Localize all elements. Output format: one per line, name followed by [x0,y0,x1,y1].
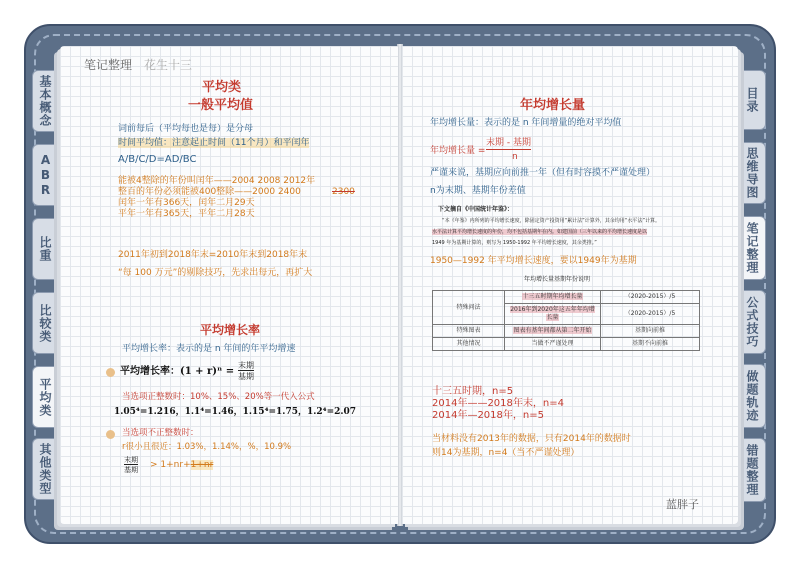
inequality-rhs [150,460,213,471]
tab-other-types[interactable]: 其他类型 [32,438,58,500]
growth-formula: 平均增长率：(1 + r)ⁿ = [120,366,235,377]
tab-abr[interactable]: ABR [32,144,58,206]
tab-contents[interactable]: 目录 [740,70,766,130]
note-line: 2014年——2018年末，n=4 [432,398,564,409]
inequality-numerator: 末期 [124,456,138,464]
integer-option-note: 当选项正整数时：10%、15%、20%等一代入公式 [122,392,315,402]
note-line: 十三五时期，n=5 [432,386,514,397]
note-line: 词前每后（平均每也是每）是分母 [118,124,254,134]
struck-text: 2300 [332,187,355,197]
table-cell [505,325,601,338]
tab-mistakes[interactable]: 错题整理 [740,438,766,502]
inequality-denominator: 基期 [124,466,138,474]
table-cell: （2020-2015）/5 [601,291,700,304]
note-line: 能被4整除的年份叫闰年——2004 2008 2012年 [118,176,316,186]
note-line: “每 100 万元”的剔除技巧，先求出每元，再扩大 [118,268,313,278]
section-subtitle: 一般平均值 [188,98,254,113]
excerpt-highlight: 水平法计算平均增长速度的年份，均不包括基期年在内。如建国前（三年以来的平均增长速度是以 [432,229,648,235]
page-header-author: 花生十三 [144,58,193,72]
table-row [433,325,700,338]
table-cell-text: 十三五时期年均增长量 [522,293,583,300]
base-year-table [432,290,700,351]
bullet-dot [106,430,115,439]
growth-rate-title: 平均增长率 [200,323,261,337]
tab-notes[interactable]: 笔记整理 [740,216,766,280]
table-cell: 基期不向前推 [601,338,700,351]
note-line [118,138,309,149]
table-cell: 特殊问法 [433,291,505,325]
table-cell-text: 2016年到2020年这五年年均增长量 [510,306,595,321]
left-page [60,46,398,524]
note-line: n为末期、基期年份差值 [430,186,526,196]
note-line: 闰年一年有366天，闰年二月29天 [118,198,255,208]
formula-denominator: n [512,152,518,162]
tab-mind-map[interactable]: 思维导图 [740,142,766,204]
table-cell [505,304,601,325]
tab-proportion[interactable]: 比重 [32,218,58,280]
note-line: 整百的年份必须能被400整除——2000 2400 [118,187,301,197]
note-line: 当材料没有2013年的数据，只有2014年的数据时 [432,434,631,444]
table-cell-text: 图表有基年间都从第二年开始 [513,327,592,334]
tab-basic-concepts[interactable]: 基本概念 [32,70,58,132]
formula-numerator: 末期 - 基期 [486,138,531,148]
growth-rate-definition: 平均增长率：表示的是 n 年间的年平均增速 [122,344,296,354]
excerpt-line: 1949 年为基期计算的，则写为 1950-1992 年平均增长速度，其余类推。” [432,240,597,246]
note-line: 2011年初到2018年末=2010年末到2018年末 [118,250,308,260]
note-line: 则14为基期，n=4（当不严谨处理） [432,448,580,458]
note-line: A/B/C/D=AD/BC [118,154,197,165]
table-row [433,338,700,351]
page-title: 平均类 [202,80,242,95]
page-header: 笔记整理 [84,58,133,72]
small-r-note: r很小且很近：1.03%，1.14%，%，10.9% [122,442,292,452]
tab-average[interactable]: 平均类 [32,366,58,428]
excerpt-line [432,229,647,236]
tab-formula-tips[interactable]: 公式技巧 [740,290,766,354]
excerpt-title: 下文摘自《中国统计年鉴》： [438,206,514,213]
power-values: 1.05⁴=1.216，1.1⁴=1.46，1.15⁴=1.75，1.2⁴=2.07 [114,407,357,417]
excerpt-line: “本《年鉴》内所列的平均增长速度，除固定资产投资用“累计法”计算外，其余均用“水平法”计算。 [442,218,660,224]
table-title: 年均增长量基期年份说明 [524,276,591,283]
highlighted-text: 时间平均值：注意起止时间（11个月）和平闰年 [118,138,310,148]
right-page [402,46,738,524]
note-line: 平年一年有365天，平年二月28天 [118,209,255,219]
formula-label: 年均增长量 = [430,146,486,156]
tab-comparison[interactable]: 比较类 [32,292,58,354]
table-row [433,291,700,304]
table-cell: 特殊图表 [433,325,505,338]
example-line: 1950—1992 年平均增长速度，要以1949年为基期 [430,256,637,266]
fraction-denominator: 基期 [238,372,254,381]
table-cell: 其他情况 [433,338,505,351]
signature: 蓝胖子 [666,498,699,511]
inequality-struck-term: 1+nr [190,460,214,470]
non-integer-option-note: 当选项不正整数时： [122,428,199,438]
table-cell: 基期向前推 [601,325,700,338]
fraction-numerator: 末期 [238,361,254,370]
table-cell: 当做不严谨处理 [505,338,601,351]
inequality-rhs-text: > 1+nr+ [150,460,191,470]
tab-practice-track[interactable]: 做题轨迹 [740,364,766,428]
note-line: 严谨来说，基期应向前推一年（但有时容摸不严谨处理） [430,168,656,178]
definition-line: 年均增长量：表示的是 n 年间增量的绝对平均值 [430,118,622,128]
table-cell [505,291,601,304]
page-title: 年均增长量 [520,98,586,113]
table-cell: （2020-2015）/5 [601,304,700,325]
note-line: 2014年—2018年，n=5 [432,410,544,421]
bullet-dot [106,368,115,377]
